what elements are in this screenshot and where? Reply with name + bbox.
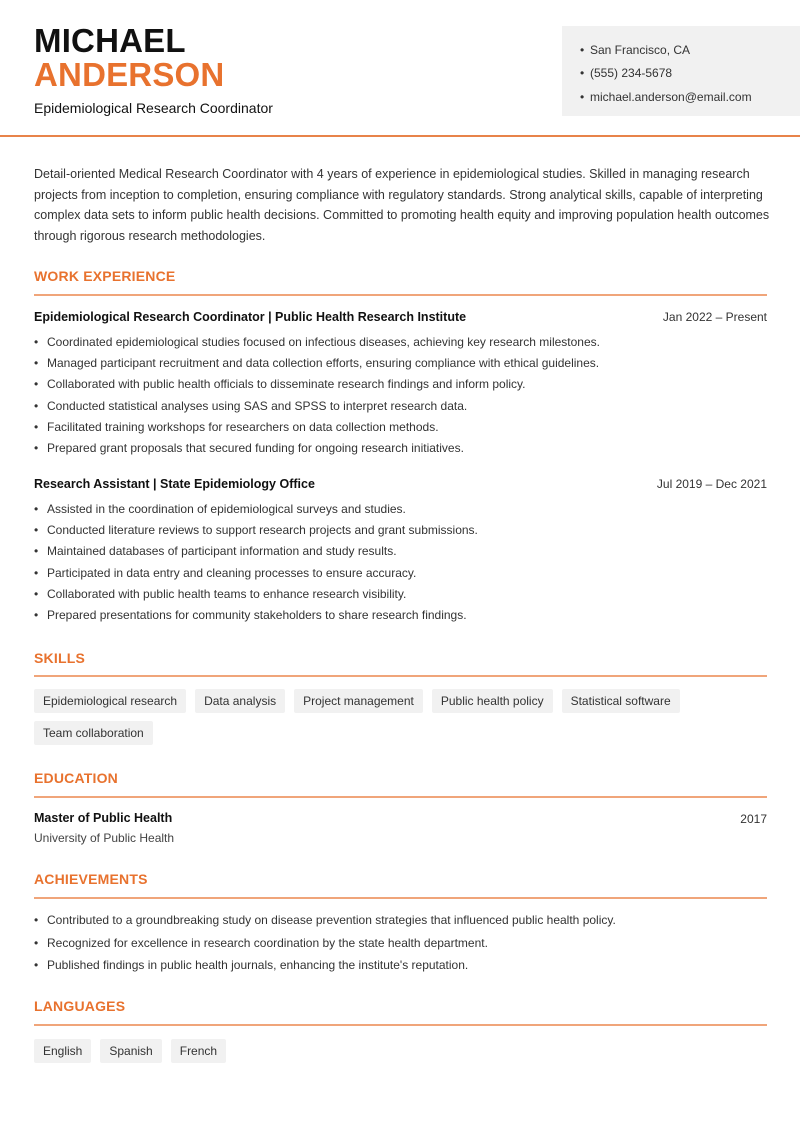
- list-item: • Conducted statistical analyses using SAS and SPSS to interpret research data.: [34, 398, 468, 413]
- contact-box: [562, 26, 800, 116]
- list-item: • Coordinated epidemiological studies focused on infectious diseases, achieving key research milestones.: [34, 335, 600, 349]
- list-item: • Prepared grant proposals that secured funding for ongoing research initiatives.: [34, 441, 464, 456]
- last-name: ANDERSON: [34, 56, 225, 93]
- section-title-education: EDUCATION: [34, 770, 118, 786]
- job-dates-1: Jan 2022 – Present: [662, 310, 767, 324]
- section-title-languages: LANGUAGES: [34, 998, 126, 1014]
- bullet-icon: •: [580, 89, 585, 104]
- contact-location: • San Francisco, CA: [580, 42, 691, 57]
- skill-tag: Project management: [294, 689, 423, 713]
- job-bullets-1: [34, 332, 774, 459]
- section-divider: [34, 796, 767, 798]
- list-item: • Contributed to a groundbreaking study on disease prevention strategies that influenced public health policy.: [34, 913, 616, 927]
- language-tag: French: [171, 1039, 226, 1063]
- achievements-list: [34, 909, 774, 977]
- list-item: • Prepared presentations for community stakeholders to share research findings.: [34, 608, 467, 623]
- resume-header: [0, 0, 800, 137]
- education-year: 2017: [740, 812, 767, 826]
- skill-tag: Statistical software: [562, 689, 680, 713]
- bullet-icon: •: [580, 42, 585, 57]
- contact-phone: • (555) 234-5678: [580, 66, 673, 81]
- job-role: Epidemiological Research Coordinator: [34, 100, 273, 116]
- first-name: MICHAEL: [34, 22, 186, 59]
- list-item: • Managed participant recruitment and data collection efforts, ensuring compliance with ethical guidelines.: [34, 356, 600, 371]
- list-item: • Maintained databases of participant information and study results.: [34, 544, 397, 559]
- skills-list: [34, 689, 774, 745]
- job-title-1: Epidemiological Research Coordinator | Public Health Research Institute: [34, 310, 467, 324]
- education-degree: Master of Public Health: [34, 811, 173, 825]
- languages-list: [34, 1039, 774, 1063]
- section-divider: [34, 897, 767, 899]
- section-title-achievements: ACHIEVEMENTS: [34, 871, 148, 887]
- summary-text: Detail-oriented Medical Research Coordinator with 4 years of experience in epidemiological studies. Skilled in managing research projects from inception to completion, ensuring compliance with regulatory standards. Strong analytical skills, capable of interpreting complex data sets to inform public health decisions. Committed to promoting health equity and improving population health outcomes through rigorous research methodologies.: [34, 167, 770, 243]
- language-tag: English: [34, 1039, 91, 1063]
- section-title-skills: SKILLS: [34, 650, 85, 666]
- list-item: • Published findings in public health journals, enhancing the institute's reputation.: [34, 958, 469, 972]
- education-school: University of Public Health: [34, 831, 175, 845]
- job-title-2: Research Assistant | State Epidemiology Office: [34, 477, 315, 491]
- list-item: • Recognized for excellence in research coordination by the state health department.: [34, 935, 488, 950]
- skill-tag: Epidemiological research: [34, 689, 186, 713]
- skill-tag: Public health policy: [432, 689, 553, 713]
- list-item: • Collaborated with public health teams to enhance research visibility.: [34, 586, 407, 601]
- contact-email: • michael.anderson@email.com: [580, 89, 752, 104]
- list-item: • Collaborated with public health officials to disseminate research findings and inform policy.: [34, 377, 526, 392]
- job-bullets-2: [34, 499, 774, 626]
- section-divider: [34, 1024, 767, 1026]
- section-divider: [34, 675, 767, 677]
- job-dates-2: Jul 2019 – Dec 2021: [656, 477, 767, 491]
- list-item: • Participated in data entry and cleaning processes to ensure accuracy.: [34, 565, 417, 580]
- list-item: • Conducted literature reviews to support research projects and grant submissions.: [34, 523, 478, 538]
- section-title-work: WORK EXPERIENCE: [34, 268, 176, 284]
- skill-tag: Data analysis: [195, 689, 285, 713]
- bullet-icon: •: [580, 66, 585, 81]
- language-tag: Spanish: [100, 1039, 161, 1063]
- skill-tag: Team collaboration: [34, 721, 153, 745]
- section-divider: [34, 294, 767, 296]
- list-item: • Assisted in the coordination of epidemiological surveys and studies.: [34, 502, 406, 516]
- list-item: • Facilitated training workshops for researchers on data collection methods.: [34, 419, 439, 434]
